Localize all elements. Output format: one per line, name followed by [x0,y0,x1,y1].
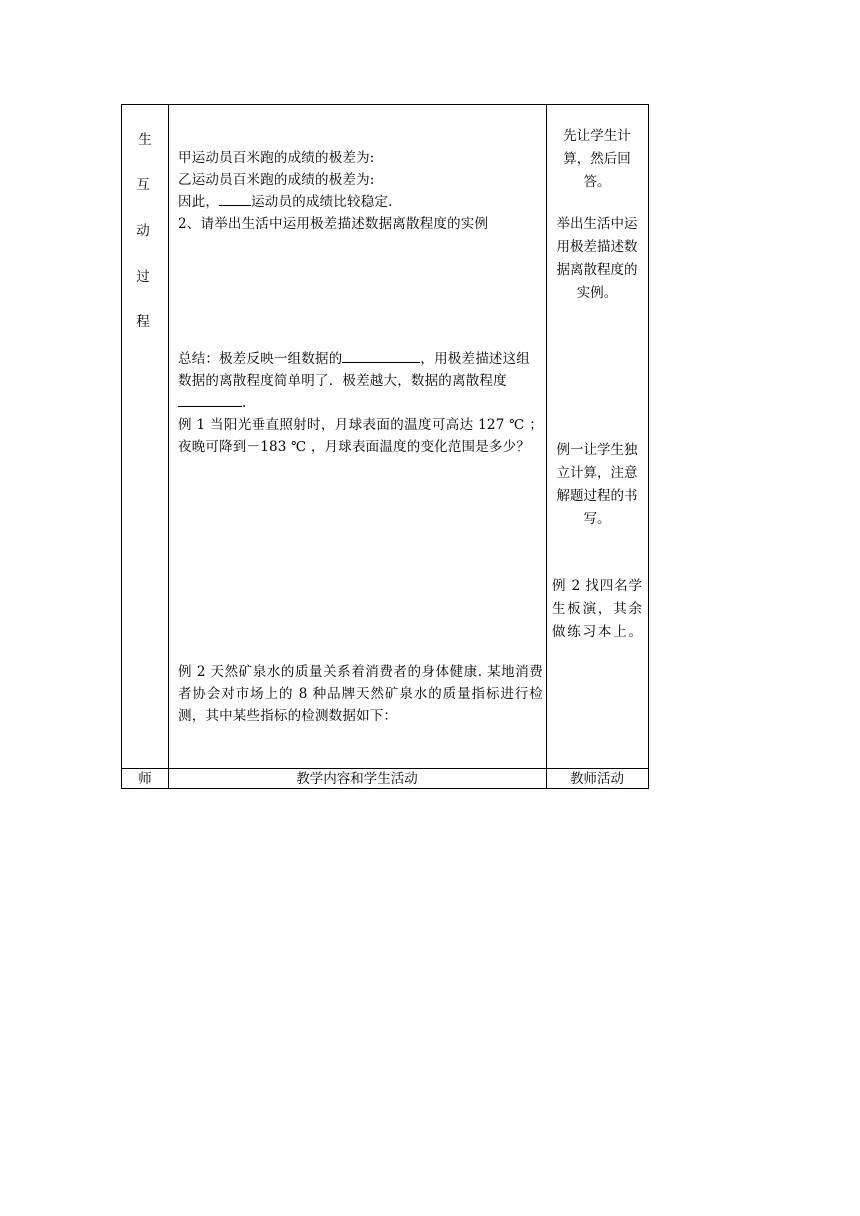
teacher-note: 举出生活中运用极差描述数据离散程度的实例。 [556,216,638,301]
example-2: 例 2 天然矿泉水的质量关系着消费者的身体健康. 某地消费者协会对市场上的 8 种品牌天然矿泉水的质量指标进行检测，其中某些指标的检测数据如下： [178,664,543,724]
teacher-note: 例 2 找四名学生板演，其余做练习本上。 [552,578,642,640]
footer-cell: 教师活动 [570,771,624,787]
lesson-table [121,104,649,789]
example-1: 例 1 当阳光垂直照射时，月球表面的温度可高达 127 ℃ ；夜晚可降到－183 ℃ ，月球表面温度的变化范围是多少？ [178,417,543,455]
left-column-char: 过 [136,269,150,285]
fill-blank [342,348,420,363]
content-line: 甲运动员百米跑的成绩的极差为: [178,150,375,166]
footer-cell: 师 [138,771,152,787]
left-column-char: 动 [136,223,150,239]
content-line: 因此， 运动员的成绩比较稳定. [178,191,543,213]
fill-blank [178,392,242,407]
main-content-top [178,147,543,235]
column-divider-left [168,105,169,788]
content-line: 2、请举出生活中运用极差描述数据离散程度的实例 [178,216,489,232]
left-column-char: 互 [136,177,150,193]
fill-blank [219,191,251,206]
summary-paragraph: 总结：极差反映一组数据的 ，用极差描述这组数据的离散程度简单明了．极差越大，数据的离散程度. 例 1 当阳光垂直照射时，月球表面的温度可高达 127 ℃ ；夜晚可降到－183 ℃ ，月球表面温度的变化范围是多少？ [178,348,543,458]
teacher-note: 例一让学生独立计算，注意解题过程的书写。 [556,442,638,527]
left-column-char: 生 [138,132,152,148]
footer-cell: 教学内容和学生活动 [296,771,418,787]
content-line: 乙运动员百米跑的成绩的极差为: [178,172,375,188]
teacher-note: 先让学生计算，然后回答。 [563,128,631,190]
left-column-char: 程 [136,314,150,330]
column-divider-right [546,105,547,788]
